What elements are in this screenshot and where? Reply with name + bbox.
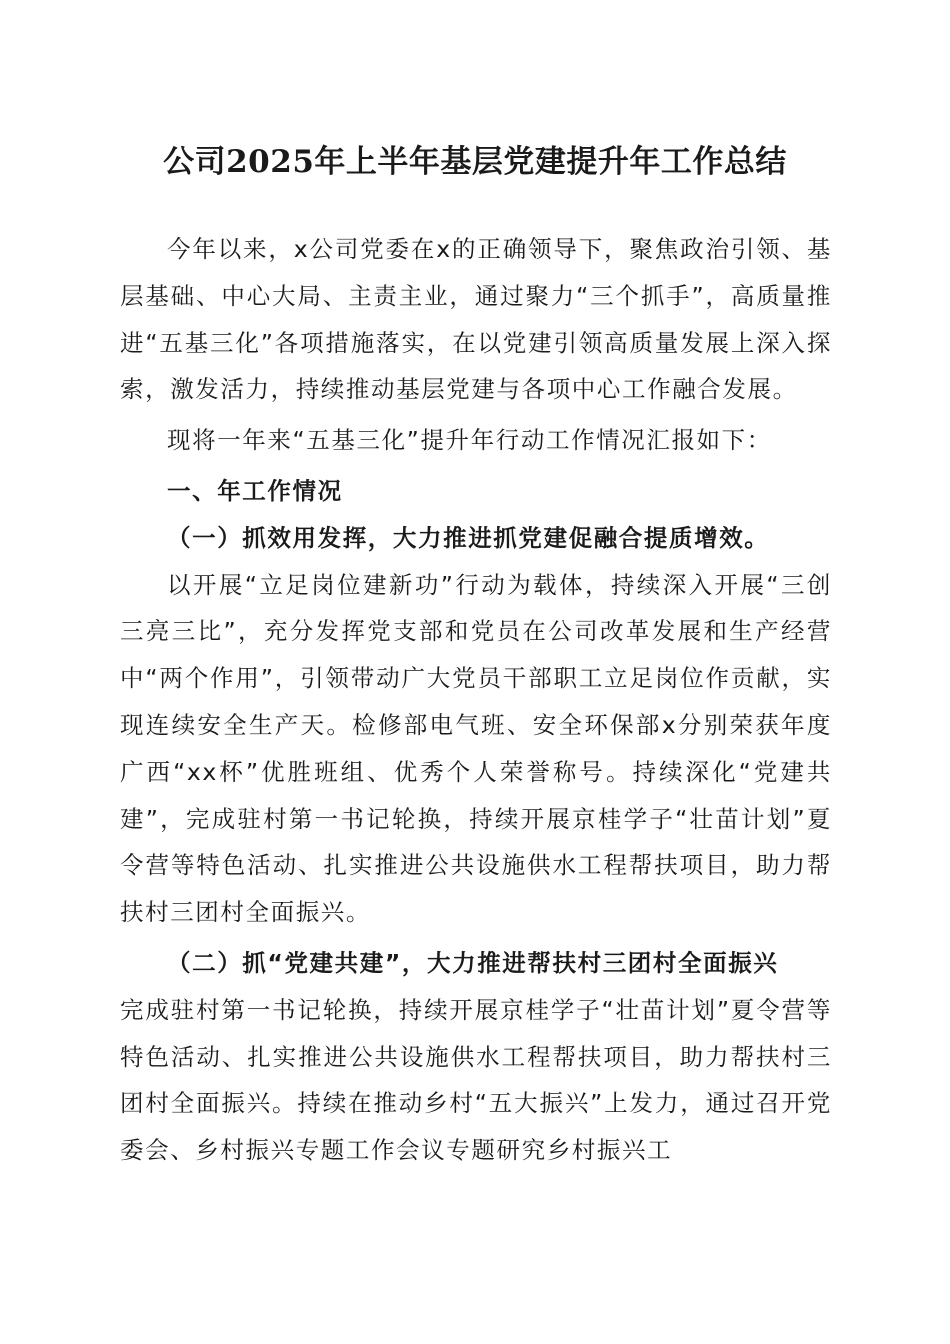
document-body <box>120 226 832 1174</box>
document-title: 公司2025年上半年基层党建提升年工作总结 <box>163 144 787 180</box>
intro-paragraph: 今年以来，x公司党委在x的正确领导下，聚焦政治引领、基层基础、中心大局、主责主业，通过聚力“三个抓手”，高质量推进“五基三化”各项措施落实，在以党建引领高质量发展上深入探索，激发活力，持续推动基层党建与各项中心工作融合发展。 <box>120 235 832 404</box>
section-heading: 一、年工作情况 <box>167 476 343 505</box>
subsection-body-1: 以开展“立足岗位建新功”行动为载体，持续深入开展“三创三亮三比”，充分发挥党支部和党员在公司改革发展和生产经营中“两个作用”，引领带动广大党员干部职工立足岗位作贡献，实现连续安全生产天。检修部电气班、安全环保部x分别荣获年度广西“xx杯”优胜班组、优秀个人荣誉称号。持续深化“党建共建”，完成驻村第一书记轮换，持续开展京桂学子“壮苗计划”夏令营等特色活动、扎实推进公共设施供水工程帮扶项目，助力帮扶村三团村全面振兴。 <box>120 570 832 927</box>
report-lead-paragraph: 现将一年来“五基三化”提升年行动工作情况汇报如下： <box>167 426 772 455</box>
subsection-body-2: 完成驻村第一书记轮换，持续开展京桂学子“壮苗计划”夏令营等特色活动、扎实推进公共设施供水工程帮扶项目，助力帮扶村三团村全面振兴。持续在推动乡村“五大振兴”上发力，通过召开党委会、乡村振兴专题工作会议专题研究乡村振兴工 <box>120 995 832 1165</box>
subsection-heading-2: （二）抓“党建共建”，大力推进帮扶村三团村全面振兴 <box>167 948 779 977</box>
subsection-heading-1: （一）抓效用发挥，大力推进抓党建促融合提质增效。 <box>167 523 770 552</box>
